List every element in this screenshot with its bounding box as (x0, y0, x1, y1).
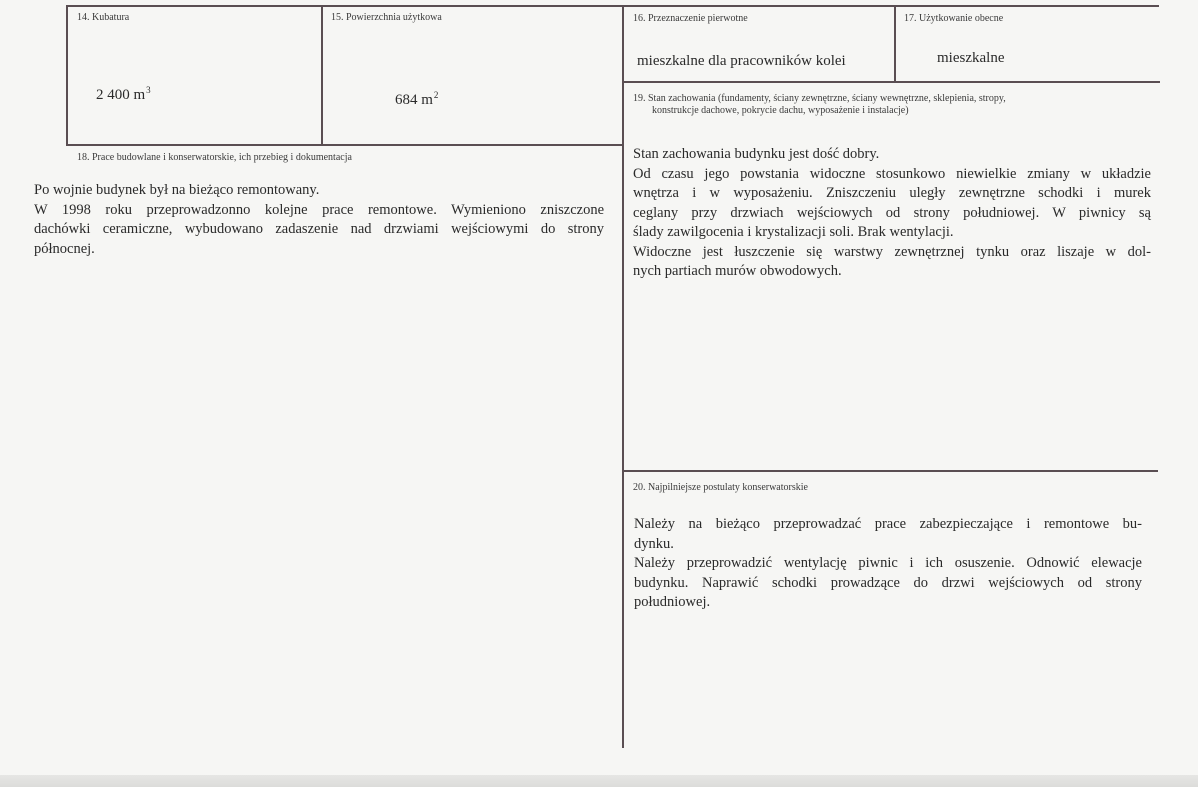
field-16-label: 16. Przeznaczenie pierwotne (633, 13, 748, 24)
field-20-line: Należy przeprowadzić wentylację piwnic i ich osuszenie. Odnowić elewacje (634, 555, 1142, 571)
field-19-label (633, 93, 1133, 117)
field-19-label-line: konstrukcje dachowe, pokrycie dachu, wyposażenie i instalacje) (652, 105, 909, 116)
field-19-text (633, 145, 1151, 282)
field-14-value (96, 87, 151, 104)
divider-19-20 (623, 470, 1158, 472)
field-19-line: wnętrza i w wyposażeniu. Zniszczeniu uległy zewnętrzne schodki i murek (633, 185, 1151, 201)
top-border (66, 5, 1159, 7)
field-20-line: budynku. Naprawić schodki prowadzące do drzwi wejściowych od strony (634, 574, 1142, 591)
field-18-line: Po wojnie budynek był na bieżąco remontowany. (34, 182, 320, 198)
field-18-line: dachówki ceramiczne, wybudowano zadaszenie nad drzwiami wejściowymi do strony (34, 221, 604, 237)
field-20-line: dynku. (634, 535, 674, 552)
field-17-value: mieszkalne (937, 50, 1005, 66)
field-20-line: Należy na bieżąco przeprowadzać prace zabezpieczające i remontowe bu- (634, 516, 1142, 532)
field-16-value: mieszkalne dla pracowników kolei (637, 53, 846, 69)
divider-14-15 (321, 5, 323, 146)
field-19-line: Od czasu jego powstania widoczne stosunkowo niewielkie zmiany w układzie (633, 165, 1151, 182)
field-15-number: 684 m (395, 92, 433, 108)
divider-row1-right (623, 81, 1160, 83)
field-19-line: ślady zawilgocenia i krystalizacji soli. Brak wentylacji. (633, 224, 954, 240)
field-19-line: nych partiach murów obwodowych. (633, 263, 842, 279)
field-17-label: 17. Użytkowanie obecne (904, 13, 1004, 24)
left-border (66, 5, 68, 146)
field-14-label: 14. Kubatura (77, 12, 130, 23)
center-divider (622, 5, 624, 748)
field-15-label: 15. Powierzchnia użytkowa (331, 12, 442, 23)
field-18-text (34, 181, 604, 259)
field-20-line: południowej. (634, 594, 711, 610)
field-18-line: północnej. (34, 240, 95, 257)
field-19-line: Widoczne jest łuszczenie się warstwy zewnętrznej tynku oraz liszaje w dol- (633, 243, 1151, 260)
field-19-line: Stan zachowania budynku jest dość dobry. (633, 146, 880, 162)
divider-16-17 (894, 5, 896, 82)
field-14-exponent: 3 (146, 85, 151, 95)
field-15-exponent: 2 (433, 90, 439, 100)
field-15-value (395, 92, 438, 109)
field-14-number: 2 400 m (96, 87, 146, 103)
field-18-label: 18. Prace budowlane i konserwatorskie, ich przebieg i dokumentacja (77, 152, 352, 163)
field-18-line: W 1998 roku przeprowadzonno kolejne prace remontowe. Wymieniono zniszczone (34, 201, 604, 218)
field-20-label: 20. Najpilniejsze postulaty konserwatorskie (633, 482, 808, 493)
paper-bottom-edge (0, 775, 1198, 787)
field-19-label-line: 19. Stan zachowania (fundamenty, ściany zewnętrzne, ściany wewnętrzne, sklepienia, stropy, (633, 93, 1006, 104)
divider-row1-left (66, 144, 623, 146)
field-20-text (634, 515, 1142, 613)
field-19-line: ceglany przy drzwiach wejściowych od strony południowej. W piwnicy są (633, 204, 1151, 221)
